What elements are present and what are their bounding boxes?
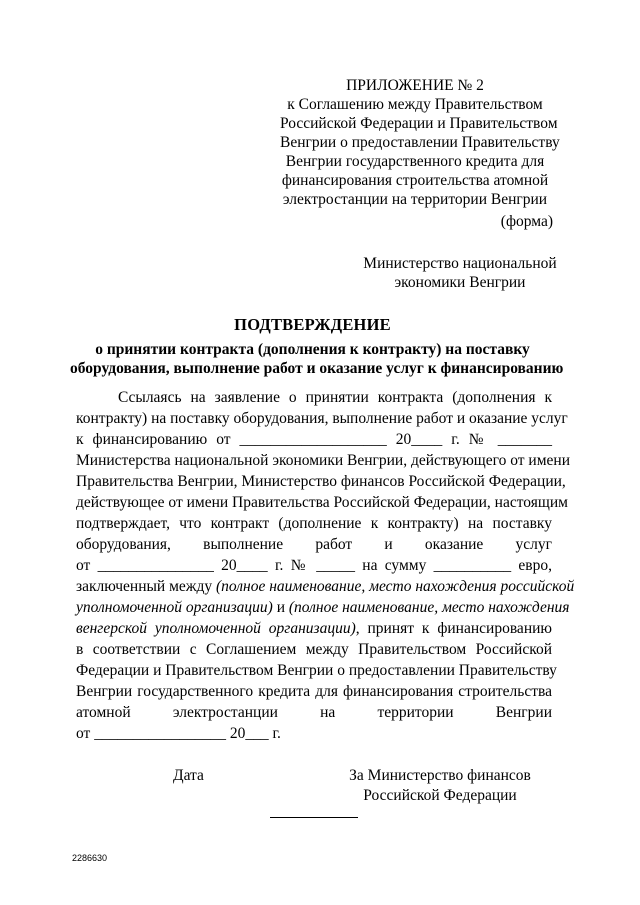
document-number: 2286630: [72, 853, 108, 863]
form-label: (форма): [500, 213, 553, 230]
date-label: Дата: [173, 767, 204, 784]
body-line-2: контракту) на поставку оборудования, выполнение работ и оказание услуг: [76, 410, 568, 427]
body-line-11: [76, 598, 570, 618]
document-subtitle-2: оборудования, выполнение работ и оказание услуг к финансированию: [70, 360, 564, 377]
appendix-title: ПРИЛОЖЕНИЕ № 2: [346, 77, 484, 94]
body-line-12-text: , принят к финансированию: [355, 620, 552, 637]
document-title: ПОДТВЕРЖДЕНИЕ: [234, 315, 391, 334]
body-line-7: подтверждает, что контракт (дополнение к контракту) на поставку: [76, 515, 552, 532]
signer-line-2: Российской Федерации: [363, 787, 517, 804]
signature-line: [270, 817, 358, 818]
body-line-5: Правительства Венгрии, Министерство финансов Российской Федерации,: [76, 473, 566, 490]
body-line-15: Венгрии государственного кредита для финансирования строительства: [76, 683, 552, 700]
body-line-13: в соответствии с Соглашением между Правительством Российской: [76, 641, 552, 658]
appendix-subline-2: Российской Федерации и Правительством: [280, 115, 558, 132]
body-line-11-italic-b: (полное наименование, место нахождения: [288, 599, 570, 616]
appendix-subline-5: финансирования строительства атомной: [281, 172, 549, 189]
document-subtitle-1: о принятии контракта (дополнения к контракту) на поставку: [95, 341, 530, 358]
body-line-8: оборудования, выполнение работ и оказание услуг: [76, 536, 552, 553]
body-line-10-text: заключенный между: [76, 578, 217, 595]
body-line-9: от _______________ 20____ г. № _____ на сумму __________ евро,: [76, 557, 552, 574]
body-line-12-italic: венгерской уполномоченной организации): [76, 620, 356, 637]
body-line-10-italic: (полное наименование, место нахождения российской: [216, 578, 575, 595]
body-line-1: Ссылаясь на заявление о принятии контракта (дополнения к: [118, 389, 552, 406]
appendix-subline-6: электростанции на территории Венгрии: [282, 191, 548, 208]
appendix-subline-4: Венгрии государственного кредита для: [285, 153, 545, 170]
addressee-line-2: экономики Венгрии: [394, 274, 526, 291]
signer-line-1: За Министерство финансов: [349, 767, 531, 784]
body-line-14: Федерации и Правительством Венгрии о предоставлении Правительству: [76, 662, 557, 679]
body-line-3: к финансированию от ___________________ 20____ г. № _______: [76, 431, 552, 448]
body-line-11-italic-a: уполномоченной организации): [76, 599, 273, 616]
body-line-6: действующее от имени Правительства Российской Федерации, настоящим: [76, 494, 568, 511]
appendix-subline-3: Венгрии о предоставлении Правительству: [280, 134, 560, 151]
body-line-10: [76, 577, 575, 597]
body-line-11-text: и: [272, 599, 289, 616]
body-line-12: [76, 619, 552, 639]
body-line-16: атомной электростанции на территории Венгрии: [76, 704, 552, 721]
body-line-4: Министерства национальной экономики Венгрии, действующего от имени: [76, 452, 570, 469]
addressee-line-1: Министерство национальной: [363, 255, 557, 272]
appendix-subline-1: к Соглашению между Правительством: [287, 96, 543, 113]
body-line-17: от _________________ 20___ г.: [76, 725, 281, 742]
